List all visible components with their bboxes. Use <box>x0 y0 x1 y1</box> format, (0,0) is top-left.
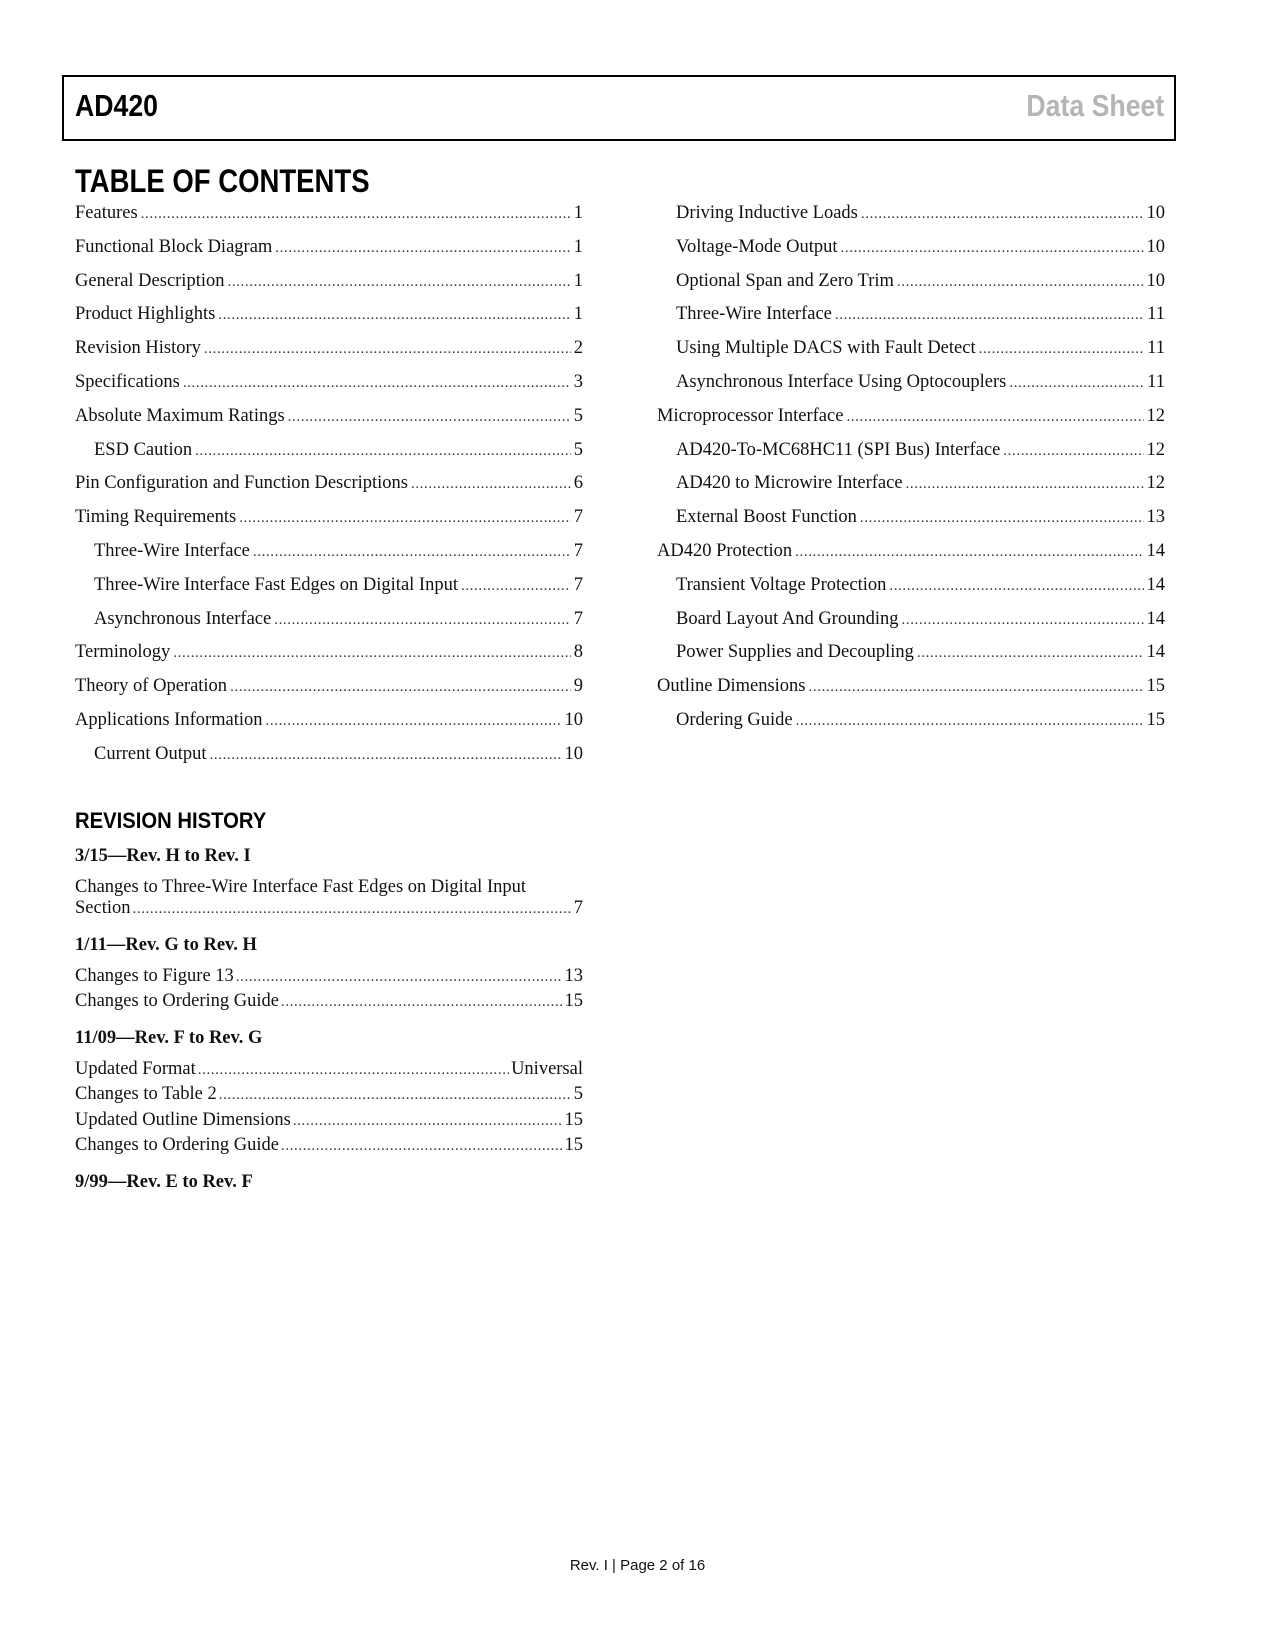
toc-entry[interactable] <box>75 541 583 575</box>
revision-entry-label: Changes to Figure 13 <box>75 965 234 986</box>
toc-leader-dots <box>173 645 570 662</box>
revision-heading: 3/15—Rev. H to Rev. I <box>75 846 251 866</box>
toc-entry-label: Timing Requirements <box>75 507 237 528</box>
revision-entry-label: Changes to Three-Wire Interface Fast Edges on Digital Input <box>75 877 526 897</box>
revision-entry-page: 7 <box>573 898 583 918</box>
toc-entry[interactable] <box>75 609 583 643</box>
toc-entry-label: Three-Wire Interface Fast Edges on Digital Input <box>94 574 458 595</box>
toc-leader-dots <box>461 578 571 595</box>
revision-leader-dots <box>236 969 563 986</box>
toc-entry[interactable] <box>657 642 1165 676</box>
toc-leader-dots <box>835 307 1144 324</box>
toc-entry-page: 6 <box>573 473 583 494</box>
toc-entry-label: Revision History <box>75 338 201 359</box>
revision-entry <box>75 966 583 992</box>
toc-title: TABLE OF CONTENTS <box>75 163 370 199</box>
toc-entry-label: Power Supplies and Decoupling <box>676 642 914 663</box>
revision-history-title: REVISION HISTORY <box>75 808 267 833</box>
toc-entry[interactable] <box>75 710 583 744</box>
toc-leader-dots <box>846 409 1143 426</box>
toc-entry-page: 3 <box>573 371 583 392</box>
toc-entry[interactable] <box>657 338 1165 372</box>
toc-entry[interactable] <box>657 575 1165 609</box>
toc-entry-page: 9 <box>573 676 583 697</box>
revision-entry <box>75 991 583 1017</box>
revision-leader-dots <box>281 1138 563 1155</box>
toc-leader-dots <box>841 240 1144 257</box>
toc-entry[interactable] <box>657 473 1165 507</box>
toc-leader-dots <box>253 544 571 561</box>
toc-entry-label: Voltage-Mode Output <box>676 236 838 257</box>
toc-entry-label: Features <box>75 203 138 223</box>
revision-group <box>75 843 583 924</box>
toc-entry[interactable] <box>75 440 583 474</box>
revision-entry-label: Changes to Ordering Guide <box>75 991 279 1011</box>
toc-leader-dots <box>288 409 571 426</box>
toc-entry-label: Transient Voltage Protection <box>676 574 887 595</box>
toc-leader-dots <box>796 713 1144 730</box>
toc-entry[interactable] <box>657 710 1165 744</box>
revision-leader-dots <box>219 1087 572 1104</box>
toc-entry[interactable] <box>657 507 1165 541</box>
toc-entry-label: Optional Span and Zero Trim <box>676 270 894 291</box>
revision-leader-dots <box>281 994 563 1011</box>
toc-entry[interactable] <box>75 406 583 440</box>
toc-entry-page: 5 <box>573 405 583 426</box>
toc-entry-label: Applications Information <box>75 709 263 730</box>
page-footer: Rev. I | Page 2 of 16 <box>569 1557 706 1574</box>
toc-entry-label: Absolute Maximum Ratings <box>75 405 285 426</box>
toc-entry-page: 7 <box>573 507 583 528</box>
revision-group <box>75 932 583 1017</box>
toc-entry[interactable] <box>657 609 1165 643</box>
revision-group <box>75 1025 583 1161</box>
toc-entry-page: 5 <box>573 439 583 460</box>
toc-entry-page: 7 <box>573 574 583 595</box>
toc-entry[interactable] <box>657 676 1165 710</box>
revision-entry-label: Changes to Table 2 <box>75 1084 217 1104</box>
toc-entry-page: 11 <box>1147 338 1165 359</box>
toc-entry-page: 14 <box>1146 574 1165 595</box>
toc-entry-page: 1 <box>573 270 583 291</box>
toc-entry-page: 1 <box>573 236 583 257</box>
revision-heading: 9/99—Rev. E to Rev. F <box>75 1171 253 1192</box>
toc-entry[interactable] <box>657 237 1165 271</box>
toc-left-column <box>75 203 583 778</box>
revision-history-list <box>75 843 583 1211</box>
revision-heading: 11/09—Rev. F to Rev. G <box>75 1027 263 1048</box>
toc-entry[interactable] <box>657 203 1165 237</box>
toc-entry[interactable] <box>75 744 583 778</box>
toc-entry-label: Product Highlights <box>75 304 216 325</box>
toc-entry-label: Asynchronous Interface Using Optocouplers <box>676 371 1007 392</box>
toc-leader-dots <box>917 645 1144 662</box>
toc-leader-dots <box>906 476 1144 493</box>
toc-entry-label: External Boost Function <box>676 507 857 528</box>
toc-entry[interactable] <box>75 507 583 541</box>
toc-leader-dots <box>227 274 570 291</box>
toc-entry[interactable] <box>75 203 583 237</box>
toc-entry-label: Using Multiple DACS with Fault Detect <box>676 338 976 359</box>
toc-entry-page: 14 <box>1146 608 1165 629</box>
toc-leader-dots <box>979 341 1145 358</box>
document-type: Data Sheet <box>1026 88 1164 123</box>
toc-entry-page: 7 <box>573 540 583 561</box>
toc-entry-page: 12 <box>1146 473 1165 494</box>
revision-entry-label: Section <box>75 898 131 918</box>
revision-heading: 1/11—Rev. G to Rev. H <box>75 934 257 955</box>
toc-entry[interactable] <box>657 406 1165 440</box>
toc-entry-label: Three-Wire Interface <box>94 540 250 561</box>
toc-entry-page: 10 <box>1146 203 1165 223</box>
toc-entry-page: 10 <box>564 709 583 730</box>
revision-leader-dots <box>198 1062 509 1079</box>
toc-leader-dots <box>239 510 571 527</box>
toc-leader-dots <box>275 240 570 257</box>
toc-leader-dots <box>889 578 1143 595</box>
revision-entry-page: 15 <box>564 1109 583 1130</box>
toc-entry-page: 10 <box>1146 270 1165 291</box>
revision-entry <box>75 1084 583 1110</box>
toc-entry[interactable] <box>75 642 583 676</box>
toc-entry-label: ESD Caution <box>94 439 193 460</box>
toc-leader-dots <box>195 443 571 460</box>
toc-entry-label: Current Output <box>94 743 207 764</box>
revision-entry-label: Changes to Ordering Guide <box>75 1135 279 1155</box>
revision-entry-label: Updated Outline Dimensions <box>75 1109 291 1130</box>
toc-leader-dots <box>861 206 1144 223</box>
toc-entry-page: 15 <box>1146 709 1165 730</box>
revision-entry-page: Universal <box>511 1058 583 1079</box>
toc-entry[interactable] <box>75 575 583 609</box>
toc-leader-dots <box>266 713 562 730</box>
toc-entry-label: Ordering Guide <box>676 709 793 730</box>
revision-entry <box>75 898 583 924</box>
revision-entry <box>75 1110 583 1136</box>
toc-leader-dots <box>218 307 570 324</box>
toc-leader-dots <box>1009 375 1144 392</box>
toc-entry-label: Specifications <box>75 371 180 392</box>
toc-entry-label: AD420 to Microwire Interface <box>676 473 903 494</box>
revision-entry-label: Updated Format <box>75 1058 196 1079</box>
revision-entry-page: 15 <box>564 991 583 1011</box>
toc-entry[interactable] <box>75 304 583 338</box>
toc-entry-page: 1 <box>573 203 583 223</box>
toc-entry-page: 10 <box>564 743 583 764</box>
toc-entry[interactable] <box>75 271 583 305</box>
revision-entry <box>75 1059 583 1085</box>
toc-entry-label: Theory of Operation <box>75 676 228 697</box>
toc-leader-dots <box>897 274 1144 291</box>
toc-entry-label: Board Layout And Grounding <box>676 608 899 629</box>
revision-entry-page: 13 <box>564 965 583 986</box>
toc-entry-page: 11 <box>1147 304 1165 325</box>
toc-entry-label: General Description <box>75 270 225 291</box>
toc-entry[interactable] <box>657 541 1165 575</box>
toc-entry-page: 2 <box>573 338 583 359</box>
toc-leader-dots <box>411 476 571 493</box>
toc-entry-page: 13 <box>1146 507 1165 528</box>
toc-entry-label: Asynchronous Interface <box>94 608 272 629</box>
product-name: AD420 <box>75 88 158 123</box>
toc-entry[interactable] <box>75 473 583 507</box>
toc-entry-label: Terminology <box>75 642 171 663</box>
toc-entry[interactable] <box>657 372 1165 406</box>
toc-entry-page: 14 <box>1146 540 1165 561</box>
toc-leader-dots <box>809 679 1144 696</box>
toc-leader-dots <box>183 375 571 392</box>
toc-entry-label: Outline Dimensions <box>657 676 806 697</box>
toc-leader-dots <box>860 510 1144 527</box>
toc-entry[interactable] <box>75 676 583 710</box>
toc-entry-label: Functional Block Diagram <box>75 236 273 257</box>
toc-entry-page: 14 <box>1146 642 1165 663</box>
toc-entry-page: 7 <box>573 608 583 629</box>
toc-leader-dots <box>902 612 1144 629</box>
toc-entry[interactable] <box>657 440 1165 474</box>
toc-leader-dots <box>141 206 571 223</box>
toc-right-column <box>657 203 1165 744</box>
toc-entry[interactable] <box>657 271 1165 305</box>
page-header <box>62 75 1176 141</box>
toc-entry-page: 8 <box>573 642 583 663</box>
toc-entry[interactable] <box>75 237 583 271</box>
toc-entry[interactable] <box>75 338 583 372</box>
toc-leader-dots <box>204 341 571 358</box>
toc-entry-label: Microprocessor Interface <box>657 405 844 426</box>
toc-leader-dots <box>210 747 562 764</box>
toc-entry-page: 12 <box>1146 439 1165 460</box>
revision-leader-dots <box>133 901 572 918</box>
toc-entry[interactable] <box>657 304 1165 338</box>
revision-entry-page: 15 <box>564 1135 583 1155</box>
toc-entry-label: Pin Configuration and Function Descriptions <box>75 473 408 494</box>
revision-entry-page: 5 <box>573 1084 583 1104</box>
toc-entry-page: 1 <box>573 304 583 325</box>
revision-leader-dots <box>293 1113 563 1130</box>
toc-entry-page: 11 <box>1147 371 1165 392</box>
toc-entry-page: 10 <box>1146 236 1165 257</box>
toc-entry[interactable] <box>75 372 583 406</box>
toc-leader-dots <box>795 544 1143 561</box>
toc-entry-page: 15 <box>1146 676 1165 697</box>
toc-entry-label: Driving Inductive Loads <box>676 203 858 223</box>
revision-entry <box>75 1135 583 1161</box>
toc-entry-label: AD420-To-MC68HC11 (SPI Bus) Interface <box>676 439 1001 460</box>
toc-leader-dots <box>230 679 571 696</box>
toc-entry-page: 12 <box>1146 405 1165 426</box>
toc-entry-label: AD420 Protection <box>657 540 793 561</box>
revision-group <box>75 1169 583 1203</box>
toc-entry-label: Three-Wire Interface <box>676 304 832 325</box>
toc-leader-dots <box>1003 443 1143 460</box>
toc-leader-dots <box>274 612 571 629</box>
